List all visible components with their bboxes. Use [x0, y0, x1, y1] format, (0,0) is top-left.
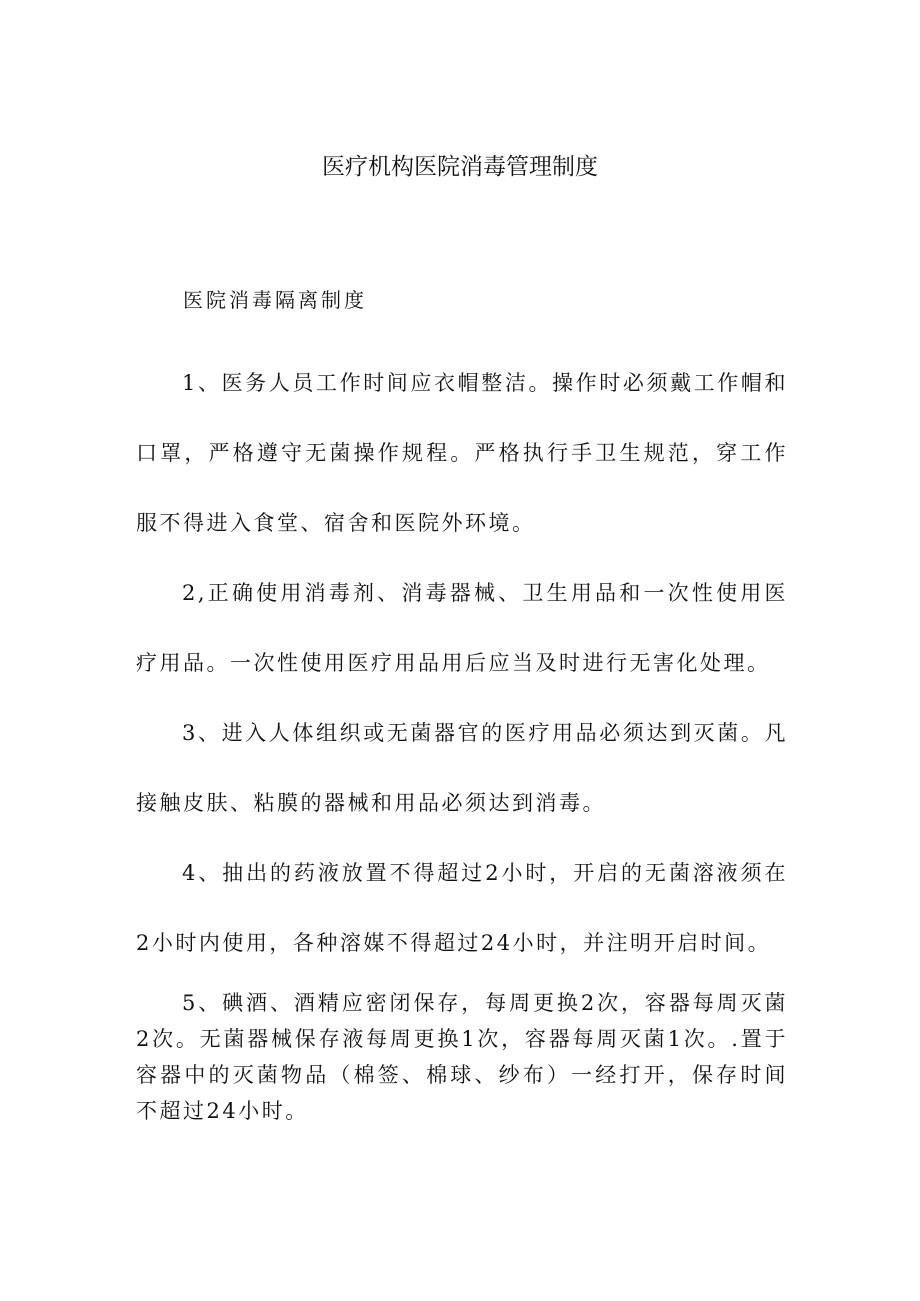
- paragraph-5: 5、碘酒、酒精应密闭保存，每周更换2次，容器每周灭菌2次。无菌器械保存液每周更换1次，容器每周灭菌1次。.置于容器中的灭菌物品（棉签、棉球、纱布）一经打开，保存时间不超过24小时。: [136, 991, 788, 1123]
- paragraph-4: 4、抽出的药液放置不得超过2小时，开启的无菌溶液须在2小时内使用，各种溶媒不得超过24小时，并注明开启时间。: [136, 861, 788, 955]
- document-title: 医疗机构医院消毒管理制度: [322, 154, 598, 180]
- paragraph-1: 1、医务人员工作时间应衣帽整洁。操作时必须戴工作帽和口罩，严格遵守无菌操作规程。严格执行手卫生规范，穿工作服不得进入食堂、宿舍和医院外环境。: [136, 371, 788, 535]
- paragraph-2: 2,正确使用消毒剂、消毒器械、卫生用品和一次性使用医疗用品。一次性使用医疗用品用后应当及时进行无害化处理。: [136, 581, 788, 675]
- section-heading: 医院消毒隔离制度: [183, 288, 367, 312]
- paragraph-3: 3、进入人体组织或无菌器官的医疗用品必须达到灭菌。凡接触皮肤、粘膜的器械和用品必须达到消毒。: [136, 721, 788, 815]
